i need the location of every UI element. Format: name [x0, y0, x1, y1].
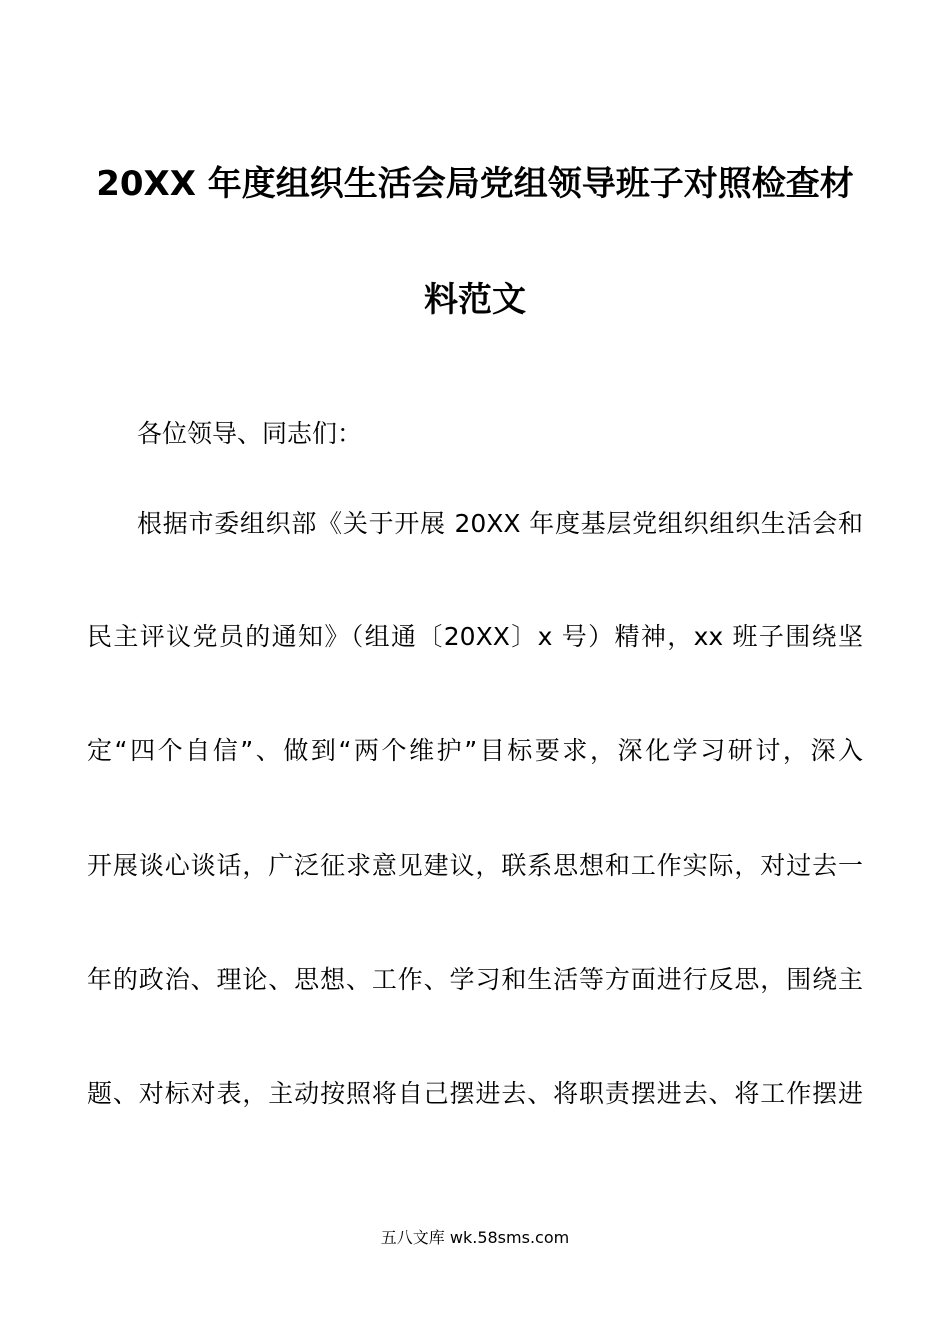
body-text-line: 开展谈心谈话，广泛征求意见建议，联系思想和工作实际，对过去一 — [87, 851, 863, 880]
body-text-line: 根据市委组织部《关于开展 20XX 年度基层党组织组织生活会和 — [137, 509, 863, 538]
document-title-line-1: 20XX 年度组织生活会局党组领导班子对照检查材 — [96, 164, 854, 204]
document-title-line-2: 料范文 — [424, 280, 526, 320]
body-text-line: 年的政治、理论、思想、工作、学习和生活等方面进行反思，围绕主 — [87, 965, 863, 994]
body-text-line: 民主评议党员的通知》（组通〔20XX〕x 号）精神，xx 班子围绕坚 — [87, 622, 863, 651]
body-text-line: 定“四个自信”、做到“两个维护”目标要求，深化学习研讨，深入 — [87, 736, 863, 765]
salutation: 各位领导、同志们： — [137, 419, 363, 448]
body-text-line: 题、对标对表，主动按照将自己摆进去、将职责摆进去、将工作摆进 — [87, 1079, 863, 1108]
footer-watermark: 五八文库 wk.58sms.com — [380, 1228, 570, 1247]
